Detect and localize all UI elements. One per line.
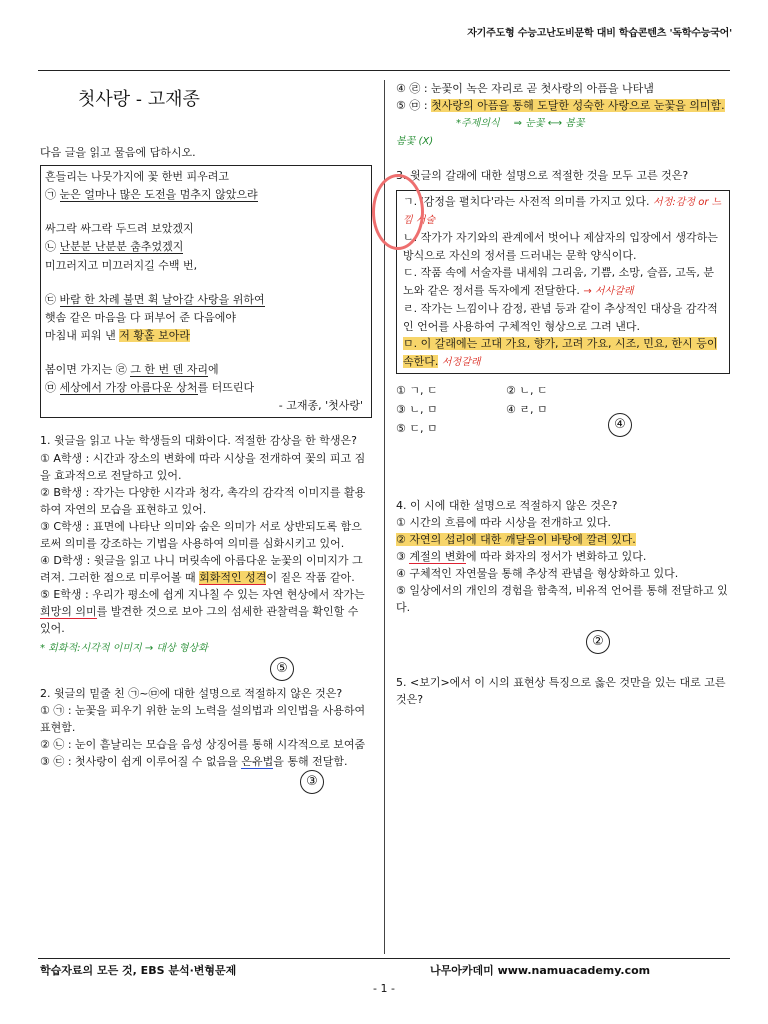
poem-line: 마침내 피워 낸 저 황홀 보아라 (45, 328, 190, 342)
option[interactable]: ⑤ 일상에서의 개인의 경험을 함축적, 비유적 언어를 통해 전달하고 있다. (396, 584, 728, 615)
poem-line: ㉢ 바람 한 차례 불면 휙 날아갈 사랑을 위하여 (45, 292, 265, 306)
poem-line: 흔들리는 나뭇가지에 꽃 한번 피우려고 (45, 169, 230, 183)
highlight: 저 황홀 보아라 (119, 328, 190, 342)
choice[interactable]: ① ㄱ, ㄷ (396, 383, 438, 397)
handwritten-note: 서정:감정 or 느낌 서술 (403, 197, 722, 227)
option[interactable]: ② B학생 : 작가는 다양한 시각과 청각, 촉각의 감각적 이미지를 활용하여 자연의 모습을 표현하고 있어. (40, 485, 366, 516)
underline-c: 바람 한 차례 불면 휙 날아갈 사랑을 위하여 (59, 292, 265, 306)
choice[interactable]: ③ ㄴ, ㅁ (396, 402, 438, 416)
question-4 (396, 497, 730, 654)
red-circle-annotation (372, 174, 424, 250)
top-rule (38, 70, 730, 71)
answer-mark: ② (586, 630, 610, 654)
poem-line: ㉤ 세상에서 가장 아름다운 상처를 터뜨린다 (45, 381, 255, 395)
right-column (396, 80, 730, 708)
underline-a: 눈은 얼마나 많은 도전을 멈추지 않았으랴 (59, 188, 258, 202)
question-stem: 1. 윗글을 읽고 나눈 학생들의 대화이다. 적절한 감상을 한 학생은? (40, 434, 357, 448)
option[interactable]: ③ C학생 : 표면에 나타난 의미와 숨은 의미가 서로 상반되도록 함으로써 의미를 강조하는 기법을 사용하여 의미를 심화시키고 있어. (40, 519, 362, 550)
option[interactable] (396, 531, 730, 548)
box-item (403, 335, 723, 371)
question-5 (396, 674, 730, 708)
poem-citation: - 고재종, '첫사랑' (278, 399, 363, 413)
red-underline: 계절의 변화 (409, 549, 466, 563)
question-1 (40, 432, 372, 680)
question-2 (40, 685, 372, 794)
option[interactable]: ⑤ ㉤ : 첫사랑의 아픔을 통해 도달한 성숙한 사랑으로 눈꽃을 의미함. (396, 99, 725, 113)
box-item: ㄷ. 작품 속에 서술자를 내세워 그리움, 기쁨, 소망, 슬픔, 고독, 분노와 같은 정서를 독자에게 전달한다. → 서사갈래 (403, 266, 714, 297)
handwritten-note: → 서사갈래 (583, 285, 634, 297)
question-stem: 5. <보기>에서 이 시의 표현상 특징으로 옳은 것만을 있는 대로 고른 것은? (396, 676, 726, 707)
box-item: ㄱ. '감정을 펼치다'라는 사전적 의미를 가지고 있다. 서정:감정 or 느낌 서술 (403, 195, 722, 227)
poem-line: ㉠ 눈은 얼마나 많은 도전을 멈추지 않았으랴 (45, 188, 258, 202)
series-header: 자기주도형 수능고난도비문학 대비 학습콘텐츠 '독학수능국어' (467, 28, 732, 39)
option[interactable]: ② ㉡ : 눈이 흩날리는 모습을 음성 상징어를 통해 시각적으로 보여줌 (40, 737, 366, 751)
option[interactable]: ① 시간의 흐름에 따라 시상을 전개하고 있다. (396, 515, 611, 529)
option[interactable]: ③ 계절의 변화에 따라 화자의 정서가 변화하고 있다. (396, 549, 647, 563)
footer-left: 학습자료의 모든 것, EBS 분석·변형문제 (40, 964, 237, 977)
option[interactable]: ④ D학생 : 윗글을 읽고 나니 머릿속에 아름다운 눈꽃의 이미지가 그려져. 그러한 점으로 미루어볼 때 회화적인 성격이 짙은 작품 같아. (40, 553, 363, 584)
choice[interactable]: ② ㄴ, ㄷ (506, 383, 548, 397)
handwritten-note: ⇒ 눈꽃 ⟷ 봄꽃 (513, 118, 585, 130)
handwritten-note: *주제의식 (456, 118, 500, 130)
bottom-rule (38, 958, 730, 959)
question-2-continued (396, 80, 730, 149)
option[interactable]: ① ㉠ : 눈꽃을 피우기 위한 눈의 노력을 설의법과 의인법을 사용하여 표현함. (40, 703, 366, 734)
highlight: 첫사랑의 아픔을 통해 도달한 성숙한 사랑으로 눈꽃을 의미함. (431, 99, 725, 113)
footer-right: 나무아카데미 www.namuacademy.com (430, 964, 651, 977)
answer-mark: ④ (608, 413, 632, 437)
handwritten-note: 서정갈래 (441, 356, 481, 368)
highlight: 회화적인 성격 (199, 570, 267, 584)
page-number: - 1 - (373, 982, 395, 995)
question-3 (396, 167, 730, 437)
choice[interactable]: ④ ㄹ, ㅁ (506, 402, 548, 416)
answer-mark: ⑤ (270, 657, 294, 681)
question-stem: 4. 이 시에 대한 설명으로 적절하지 않은 것은? (396, 498, 618, 512)
option[interactable]: ⑤ E학생 : 우리가 평소에 쉽게 지나칠 수 있는 자연 현상에서 작가는 희망의 의미를 발견한 것으로 보아 그의 섬세한 관찰력을 확인할 수 있어. (40, 587, 365, 635)
poem-line: 봄이면 가지는 ㉣ 그 한 번 덴 자리에 (45, 363, 219, 377)
left-column (40, 80, 372, 794)
option[interactable]: ① A학생 : 시간과 장소의 변화에 따라 시상을 전개하여 꽃의 피고 짐을 효과적으로 전달하고 있어. (40, 451, 366, 482)
blue-underline: 은유법 (241, 754, 274, 768)
box-item: ㄹ. 작가는 느낌이나 감정, 관념 등과 같이 추상적인 대상을 감각적인 언어를 사용하여 구체적인 형상으로 그려 낸다. (403, 301, 718, 333)
poem-line: 싸그락 싸그락 두드려 보았겠지 (45, 222, 194, 236)
choice[interactable]: ⑤ ㄷ, ㅁ (396, 421, 438, 435)
handwritten-note: * 회화적:시각적 이미지 → 대상 형상화 (40, 643, 208, 655)
answer-mark: ③ (300, 770, 324, 794)
instruction: 다음 글을 읽고 물음에 답하시오. (40, 145, 196, 159)
box-item: ㄴ. 작가가 자기와의 관계에서 벗어나 제삼자의 입장에서 생각하는 방식으로 자신의 정서를 드러내는 문학 양식이다. (403, 231, 718, 262)
poem-line: ㉡ 난분분 난분분 춤추었겠지 (45, 240, 184, 254)
highlight: ㅁ. 이 갈래에는 고대 가요, 향가, 고려 가요, 시조, 민요, 한시 등이 속한다. (403, 337, 718, 368)
highlight: ② 자연의 섭리에 대한 깨달음이 바탕에 깔려 있다. (396, 532, 636, 546)
poem-box (40, 165, 372, 419)
option[interactable]: ④ 구체적인 자연물을 통해 추상적 관념을 형상화하고 있다. (396, 567, 679, 581)
question-stem: 3. 윗글의 갈래에 대한 설명으로 적절한 것을 모두 고른 것은? (396, 169, 689, 183)
option[interactable]: ④ ㉣ : 눈꽃이 녹은 자리로 곧 첫사랑의 아픔을 나타냄 (396, 82, 654, 95)
handwritten-note: 봄꽃 (X) (396, 135, 434, 147)
underline-d: 그 한 번 덴 자리 (130, 363, 208, 377)
poem-line: 햇솜 같은 마음을 다 퍼부어 준 다음에야 (45, 310, 236, 324)
page-title: 첫사랑 - 고재종 (78, 89, 200, 110)
choice-box (396, 190, 730, 374)
question-stem: 2. 윗글의 밑줄 친 ㉠~㉤에 대한 설명으로 적절하지 않은 것은? (40, 686, 343, 700)
option[interactable]: ③ ㉢ : 첫사랑이 쉽게 이루어질 수 없음을 은유법을 통해 전달함. (40, 754, 348, 768)
poem-line: 미끄러지고 미끄러지길 수백 번, (45, 258, 198, 272)
underline-e: 세상에서 가장 아름다운 상처 (59, 381, 198, 395)
red-underline: 희망의 의미 (40, 604, 97, 618)
underline-b: 난분분 난분분 춤추었겠지 (59, 240, 184, 254)
